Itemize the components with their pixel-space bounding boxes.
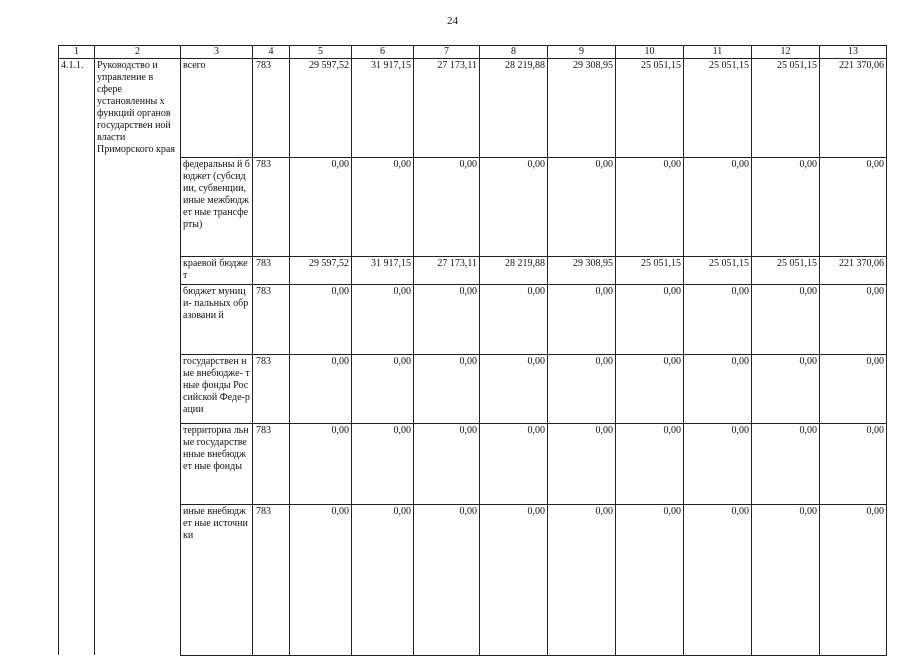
table-row bbox=[59, 504, 887, 655]
value-cell: 0,00 bbox=[548, 504, 616, 655]
empty-cell bbox=[95, 354, 181, 423]
empty-cell bbox=[95, 256, 181, 284]
value-cell: 31 917,15 bbox=[352, 256, 414, 284]
col-header-7: 7 bbox=[414, 46, 480, 59]
value-cell: 0,00 bbox=[480, 354, 548, 423]
value-cell: 0,00 bbox=[820, 354, 887, 423]
value-cell: 0,00 bbox=[480, 423, 548, 504]
value-cell: 29 308,95 bbox=[548, 256, 616, 284]
budget-code: 783 bbox=[253, 504, 290, 655]
col-header-10: 10 bbox=[616, 46, 684, 59]
value-cell: 0,00 bbox=[820, 423, 887, 504]
source-label: территориа льные государстве нные внебюджет ные фонды bbox=[181, 423, 253, 504]
value-cell: 0,00 bbox=[752, 504, 820, 655]
table-row bbox=[59, 256, 887, 284]
value-cell: 25 051,15 bbox=[616, 256, 684, 284]
budget-code: 783 bbox=[253, 354, 290, 423]
value-cell: 0,00 bbox=[548, 354, 616, 423]
value-cell: 0,00 bbox=[752, 423, 820, 504]
value-cell: 0,00 bbox=[414, 284, 480, 354]
value-cell: 0,00 bbox=[480, 504, 548, 655]
value-cell: 0,00 bbox=[480, 284, 548, 354]
source-label: иные внебюджет ные источники bbox=[181, 504, 253, 655]
col-header-6: 6 bbox=[352, 46, 414, 59]
col-header-13: 13 bbox=[820, 46, 887, 59]
table-row bbox=[59, 284, 887, 354]
col-header-5: 5 bbox=[290, 46, 352, 59]
col-header-9: 9 bbox=[548, 46, 616, 59]
empty-cell bbox=[59, 284, 95, 354]
source-label: государствен ные внебюдже- тные фонды Российской Феде-рации bbox=[181, 354, 253, 423]
col-header-1: 1 bbox=[59, 46, 95, 59]
empty-cell bbox=[59, 157, 95, 256]
value-cell: 0,00 bbox=[548, 423, 616, 504]
col-header-11: 11 bbox=[684, 46, 752, 59]
value-cell: 0,00 bbox=[616, 423, 684, 504]
value-cell: 25 051,15 bbox=[752, 59, 820, 158]
empty-cell bbox=[95, 423, 181, 504]
value-cell: 0,00 bbox=[616, 504, 684, 655]
value-cell: 0,00 bbox=[616, 284, 684, 354]
value-cell: 0,00 bbox=[352, 157, 414, 256]
value-cell: 0,00 bbox=[548, 284, 616, 354]
empty-cell bbox=[59, 504, 95, 655]
empty-cell bbox=[95, 157, 181, 256]
budget-code: 783 bbox=[253, 157, 290, 256]
col-header-8: 8 bbox=[480, 46, 548, 59]
financing-table bbox=[58, 45, 887, 656]
budget-code: 783 bbox=[253, 256, 290, 284]
value-cell: 0,00 bbox=[684, 284, 752, 354]
value-cell: 0,00 bbox=[616, 157, 684, 256]
value-cell: 0,00 bbox=[414, 157, 480, 256]
value-cell: 0,00 bbox=[684, 504, 752, 655]
page-number: 24 bbox=[447, 15, 458, 27]
budget-code: 783 bbox=[253, 59, 290, 158]
item-code: 4.1.1. bbox=[59, 59, 95, 158]
value-cell: 0,00 bbox=[752, 284, 820, 354]
value-cell: 0,00 bbox=[414, 423, 480, 504]
value-cell: 25 051,15 bbox=[684, 59, 752, 158]
empty-cell bbox=[95, 504, 181, 655]
value-cell: 221 370,06 bbox=[820, 256, 887, 284]
table-row bbox=[59, 354, 887, 423]
table-row bbox=[59, 423, 887, 504]
value-cell: 31 917,15 bbox=[352, 59, 414, 158]
value-cell: 29 597,52 bbox=[290, 256, 352, 284]
value-cell: 0,00 bbox=[352, 354, 414, 423]
value-cell: 0,00 bbox=[290, 354, 352, 423]
value-cell: 0,00 bbox=[684, 157, 752, 256]
value-cell: 29 308,95 bbox=[548, 59, 616, 158]
value-cell: 27 173,11 bbox=[414, 59, 480, 158]
budget-code: 783 bbox=[253, 423, 290, 504]
empty-cell bbox=[59, 256, 95, 284]
item-name: Руководство и управление в сфере установленны х функций органов государствен ной власти Приморского края bbox=[95, 59, 181, 158]
value-cell: 0,00 bbox=[352, 423, 414, 504]
value-cell: 0,00 bbox=[820, 504, 887, 655]
col-header-2: 2 bbox=[95, 46, 181, 59]
table-row bbox=[59, 59, 887, 158]
source-label: краевой бюджет bbox=[181, 256, 253, 284]
source-label: всего bbox=[181, 59, 253, 158]
empty-cell bbox=[59, 354, 95, 423]
col-header-12: 12 bbox=[752, 46, 820, 59]
source-label: федеральны й бюджет (субсидии, субвенции, иные межбюджет ные трансферты) bbox=[181, 157, 253, 256]
value-cell: 0,00 bbox=[752, 354, 820, 423]
value-cell: 25 051,15 bbox=[616, 59, 684, 158]
value-cell: 0,00 bbox=[290, 504, 352, 655]
value-cell: 28 219,88 bbox=[480, 59, 548, 158]
value-cell: 0,00 bbox=[480, 157, 548, 256]
value-cell: 0,00 bbox=[414, 354, 480, 423]
value-cell: 0,00 bbox=[290, 157, 352, 256]
value-cell: 0,00 bbox=[352, 504, 414, 655]
value-cell: 27 173,11 bbox=[414, 256, 480, 284]
value-cell: 0,00 bbox=[352, 284, 414, 354]
financing-table-container bbox=[58, 45, 886, 656]
value-cell: 0,00 bbox=[616, 354, 684, 423]
value-cell: 0,00 bbox=[820, 284, 887, 354]
empty-cell bbox=[59, 423, 95, 504]
source-label: бюджет муници- пальных образовани й bbox=[181, 284, 253, 354]
value-cell: 0,00 bbox=[684, 354, 752, 423]
budget-code: 783 bbox=[253, 284, 290, 354]
value-cell: 221 370,06 bbox=[820, 59, 887, 158]
value-cell: 0,00 bbox=[290, 284, 352, 354]
col-header-3: 3 bbox=[181, 46, 253, 59]
col-header-4: 4 bbox=[253, 46, 290, 59]
value-cell: 0,00 bbox=[290, 423, 352, 504]
value-cell: 0,00 bbox=[414, 504, 480, 655]
header-row bbox=[59, 46, 887, 59]
value-cell: 0,00 bbox=[548, 157, 616, 256]
value-cell: 28 219,88 bbox=[480, 256, 548, 284]
empty-cell bbox=[95, 284, 181, 354]
value-cell: 0,00 bbox=[684, 423, 752, 504]
table-row bbox=[59, 157, 887, 256]
value-cell: 25 051,15 bbox=[752, 256, 820, 284]
value-cell: 25 051,15 bbox=[684, 256, 752, 284]
value-cell: 0,00 bbox=[820, 157, 887, 256]
value-cell: 29 597,52 bbox=[290, 59, 352, 158]
value-cell: 0,00 bbox=[752, 157, 820, 256]
